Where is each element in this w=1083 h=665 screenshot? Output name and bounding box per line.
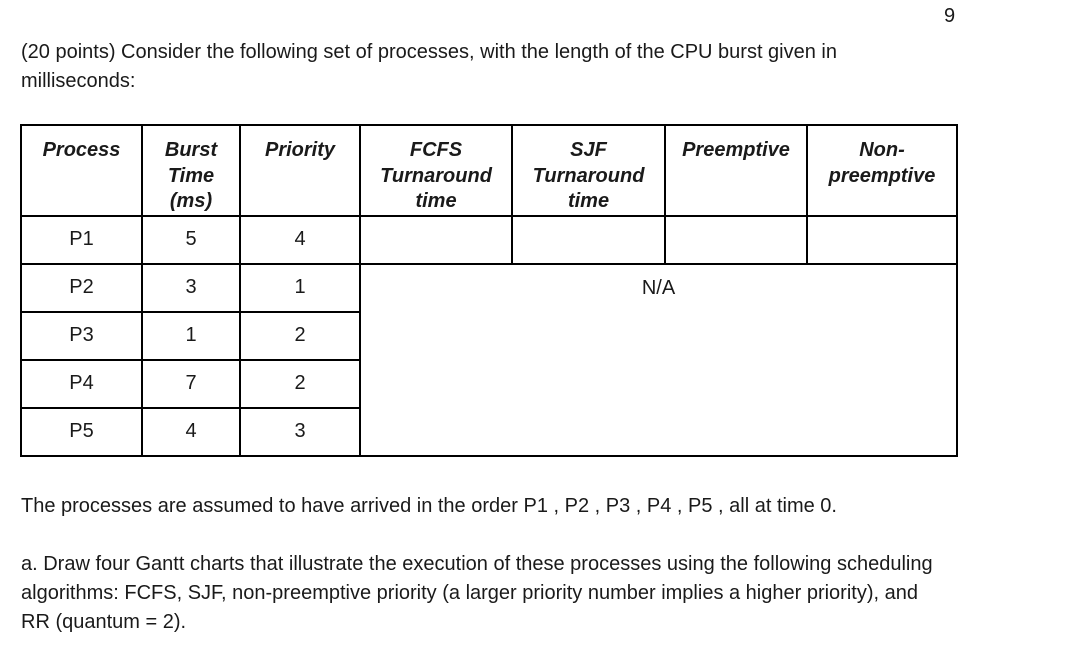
cell-priority: 3 xyxy=(240,408,360,456)
header-burst-time xyxy=(142,125,240,216)
cell-non-preemptive-answer[interactable] xyxy=(807,216,957,264)
arrival-paragraph: The processes are assumed to have arrived in the order P1 , P2 , P3 , P4 , P5 , all at time 0. xyxy=(21,495,837,517)
header-priority: Priority xyxy=(240,125,360,216)
header-process: Process xyxy=(21,125,142,216)
table-row xyxy=(21,216,957,264)
header-preemptive: Preemptive xyxy=(665,125,807,216)
na-cell: N/A xyxy=(360,264,957,456)
cell-burst: 1 xyxy=(142,312,240,360)
cell-process: P1 xyxy=(21,216,142,264)
cell-burst: 3 xyxy=(142,264,240,312)
header-non-preemptive xyxy=(807,125,957,216)
cell-preemptive-answer[interactable] xyxy=(665,216,807,264)
header-sjf-turnaround xyxy=(512,125,665,216)
cell-burst: 4 xyxy=(142,408,240,456)
header-sjf-label: SJF Turnaround time xyxy=(532,139,645,212)
page-number: 9 xyxy=(944,5,956,27)
table-row xyxy=(21,264,957,312)
intro-paragraph: (20 points) Consider the following set of processes, with the length of the CPU burst given in milliseconds: xyxy=(21,41,837,92)
cell-burst: 7 xyxy=(142,360,240,408)
cell-burst: 5 xyxy=(142,216,240,264)
header-fcfs-turnaround xyxy=(360,125,512,216)
process-table xyxy=(20,124,958,457)
cell-process: P5 xyxy=(21,408,142,456)
cell-priority: 1 xyxy=(240,264,360,312)
cell-fcfs-answer[interactable] xyxy=(360,216,512,264)
header-non-preemptive-label: Non-preemptive xyxy=(828,139,936,187)
cell-process: P2 xyxy=(21,264,142,312)
header-burst-time-label: Burst Time (ms) xyxy=(164,139,218,212)
cell-process: P3 xyxy=(21,312,142,360)
question-a-paragraph: a. Draw four Gantt charts that illustrate the execution of these processes using the following scheduling algorithms: FCFS, SJF, non-preemptive priority (a larger priority number implies a higher priority), and RR (quantum = 2). xyxy=(21,553,933,633)
cell-process: P4 xyxy=(21,360,142,408)
cell-priority: 4 xyxy=(240,216,360,264)
table-header-row xyxy=(21,125,957,216)
cell-priority: 2 xyxy=(240,312,360,360)
header-fcfs-label: FCFS Turnaround time xyxy=(380,139,492,212)
cell-sjf-answer[interactable] xyxy=(512,216,665,264)
cell-priority: 2 xyxy=(240,360,360,408)
